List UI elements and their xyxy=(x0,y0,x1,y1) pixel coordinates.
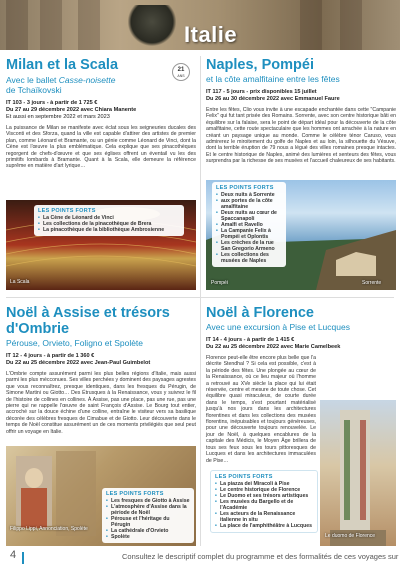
page-footer xyxy=(0,548,400,566)
milan-body: La puissance de Milan se manifeste avec éclat sous les seigneuries ducales des Visconti et des Sforza, quand la ville est capable d'attirer des artistes de premier plan, comme Léonard et Bramante, ou un génie comme Léonard de Vinci, dont la Cène est l'œuvre la plus emblématique. Cela explique que ses pinacothèques regorgent de chefs-d'œuvre et que ses églises offrent un éventail vu les des primitifs lombards à Bramante. Quant à la Scala, elle demeure la référence suprême en matière d'art lyrique… xyxy=(6,125,196,170)
naples-highlight: • Les crèches de la rue San Gregorio Armeno xyxy=(216,240,282,252)
florence-highlight: • La piazza dei Miracoli à Pise xyxy=(215,481,313,487)
assise-highlight: • Spolète xyxy=(106,534,190,540)
eagle-statue-image xyxy=(128,5,176,47)
milan-extra-dates: Et aussi en septembre 2022 et mars 2023 xyxy=(6,114,110,120)
pompei-caption: Pompéi xyxy=(211,280,228,286)
milan-highlight: • La Cène de Léonard de Vinci xyxy=(38,215,180,221)
florence-title: Noël à Florence xyxy=(206,305,314,321)
duomo-caption: Le duomo de Florence xyxy=(325,533,376,539)
assise-dates: Du 22 au 25 décembre 2022 avec Jean-Paul Guimbelot xyxy=(6,360,151,366)
footer-accent-bar xyxy=(22,552,24,564)
florence-highlights-title: LES POINTS FORTS xyxy=(215,474,273,480)
sorrento-caption: Sorrente xyxy=(362,280,382,286)
milan-highlights-title: LES POINTS FORTS xyxy=(38,208,96,214)
naples-section xyxy=(206,57,396,165)
florence-highlight: • Les acteurs de la Renaissance italienne in situ xyxy=(215,511,313,523)
anniversary-badge xyxy=(172,63,190,81)
duomo-illustration xyxy=(320,400,396,546)
florence-subtitle: Avec une excursion à Pise et Lucques xyxy=(206,322,350,332)
assise-subtitle: Pérouse, Orvieto, Foligno et Spolète xyxy=(6,338,144,348)
naples-ref: IT 117 - 5 jours - prix disponibles 15 juillet xyxy=(206,89,317,95)
milan-highlight: • Les collections de la pinacothèque de Brera xyxy=(38,221,180,227)
assise-highlights-box xyxy=(102,488,194,543)
header-banner xyxy=(0,0,400,50)
milan-title: Milan et la Scala xyxy=(6,57,119,73)
milan-ref: IT 103 - 3 jours - à partir de 1 725 € xyxy=(6,100,98,106)
badge-number: 21 xyxy=(177,67,185,73)
naples-body: Entre les fêtes, Clio vous invite à une escapade enchantée dans cette "Campanie Felix" qui fut tant prisée des Romains. Sorrente, avec son centre historique bâti en équilibre sur la falaise, sera le point de départ idéal pour la découverte de la côte amalfitaine, cette route spectaculaire que les hommes ont arrachée à la nature en créant un paysage unique au monde. Comme le célèbre ténor Caruso, vous admirerez le miroitement du golfe de Naples et au loin, la silhouette du Vésuve, dont la terrible éruption de 79 nous a légué des villes romaines presque intactes. Et le centre historique de Naples, animé des lumières et senteurs des fêtes, vous surprendra par la richesse de ses musées et l'accueil chaleureux de ses habitants. xyxy=(206,107,396,165)
naples-highlights-box xyxy=(212,182,286,267)
assise-highlight: • Pérouse et l'héritage du Pérugin xyxy=(106,516,190,528)
naples-highlight: • Les collections des musées de Naples xyxy=(216,252,282,264)
milan-highlight: • La pinacothèque de la bibliothèque Ambrosienne xyxy=(38,227,180,233)
naples-dates: Du 26 au 30 décembre 2022 avec Emmanuel Faure xyxy=(206,96,340,102)
header-arch xyxy=(40,0,62,50)
florence-highlight: • La place de l'amphithéâtre à Lucques xyxy=(215,523,313,529)
florence-highlight: • Le Duomo et ses trésors artistiques xyxy=(215,493,313,499)
florence-duomo-photo xyxy=(320,400,396,546)
florence-ref: IT 14 - 4 jours - à partir de 1 415 € xyxy=(206,337,295,343)
milan-highlights-box xyxy=(34,205,184,236)
naples-title: Naples, Pompéi xyxy=(206,57,314,73)
naples-highlight: • aux portes de la côte amalfitaine xyxy=(216,198,282,210)
header-arch xyxy=(6,0,28,50)
assise-title: Noël à Assise et trésors d'Ombrie xyxy=(6,305,170,337)
milan-dates: Du 27 au 29 décembre 2022 avec Chiara Manente xyxy=(6,107,137,113)
header-arch xyxy=(300,0,322,50)
milan-subtitle xyxy=(6,75,196,95)
naples-highlight: • Deux nuits au cœur de Spaccanapoli xyxy=(216,210,282,222)
assise-highlight: • Les fresques de Giotto à Assise xyxy=(106,498,190,504)
naples-highlights-title: LES POINTS FORTS xyxy=(216,185,274,191)
milan-subtitle-work: Casse-noisette xyxy=(58,75,116,85)
header-arch xyxy=(78,0,100,50)
scala-caption: La Scala xyxy=(10,279,30,285)
page-number: 4 xyxy=(10,549,17,561)
assise-body: L'Ombrie compte assurément parmi les plus belles régions d'Italie, mais aussi parmi les plus mécconues. Ses villes perchées y dominent des paysages agrestes que vous reconnaîtrez, presque identiques, dans les fresques du Pérugin, de Simone Martini ou Giotto… Des Étrusques à la Renaissance, vous y suivrez le fil de l'histoire de collines en collines. À Assise, pas une place, pas une rue, pas une pierre qui ne rappelle l'œuvre de saint François d'Assise. Le Bourg tout entier, accroché sur la douce échine d'une colline, entraîne le visiteur vers sa basilique décorée des célèbres fresques de Cimabue et de Giotto. Leur découverte dans le temps de Noël constitue assurément un de ces moments privilégiés que seul peut offrir un voyage en Italie. xyxy=(6,371,196,435)
florence-dates: Du 22 au 25 décembre 2022 avec Marie Camelbeek xyxy=(206,344,341,350)
assise-ref: IT 12 - 4 jours - à partir de 1 360 € xyxy=(6,353,95,359)
milan-subtitle-part: Avec le ballet xyxy=(6,75,57,85)
florence-highlights-box xyxy=(210,470,318,533)
milan-section xyxy=(6,57,196,170)
florence-body: Florence peut-elle être encore plus belle que l'a décrite Stendhal ? Si cela est possible, c'est à la période des fêtes. Une plongée au cœur de la Renaissance, où ce lieu majeur où l'homme a retrouvé au XVe siècle la place qui lui était réservée, centre et mesure de toute chose. Cet équilibre quasi miraculeux, de courte durée dans le temps, s'est pourtant matérialisé jusqu'à nos jours dans les architectures florentines et dans les collections des musées florentins, inépuisables et toujours généreuses, pour une découverte toujours renouvelée. Le jour de Noël, à quelques encablures de la capitale des Médicis, le Moyen Âge brillera de tous ses feux sous les tours pittoresques de Lucques et dans les architectures immaculées de Pise… xyxy=(206,355,316,464)
milan-subtitle-composer: de Tchaïkovski xyxy=(6,85,62,95)
naples-subtitle: et la côte amalfitaine entre les fêtes xyxy=(206,74,340,84)
florence-highlight: • Les musées du Bargello et de l'Académie xyxy=(215,499,313,511)
footer-text: Consultez le descriptif complet du programme et des formalités de ces voyages sur xyxy=(122,552,399,561)
assise-highlight: • La cathédrale d'Orvieto xyxy=(106,528,190,534)
naples-highlight: • Amalfi et Ravello xyxy=(216,222,282,228)
annunciation-caption: Filippo Lippi, Annonciation, Spolète xyxy=(10,526,88,532)
naples-highlight: • La Campanie Felix à Pompéi et Oplontis xyxy=(216,228,282,240)
assise-section xyxy=(6,305,196,435)
assise-highlight: • L'atmosphère d'Assise dans la période de Noël xyxy=(106,504,190,516)
assise-highlights-title: LES POINTS FORTS xyxy=(106,491,164,497)
header-arch xyxy=(340,0,362,50)
naples-highlight: • Deux nuits à Sorrente xyxy=(216,192,282,198)
page-title: Italie xyxy=(184,22,238,47)
florence-highlight: • Le centre historique de Florence xyxy=(215,487,313,493)
vertical-divider xyxy=(200,56,201,546)
badge-text: ANS xyxy=(177,74,185,78)
